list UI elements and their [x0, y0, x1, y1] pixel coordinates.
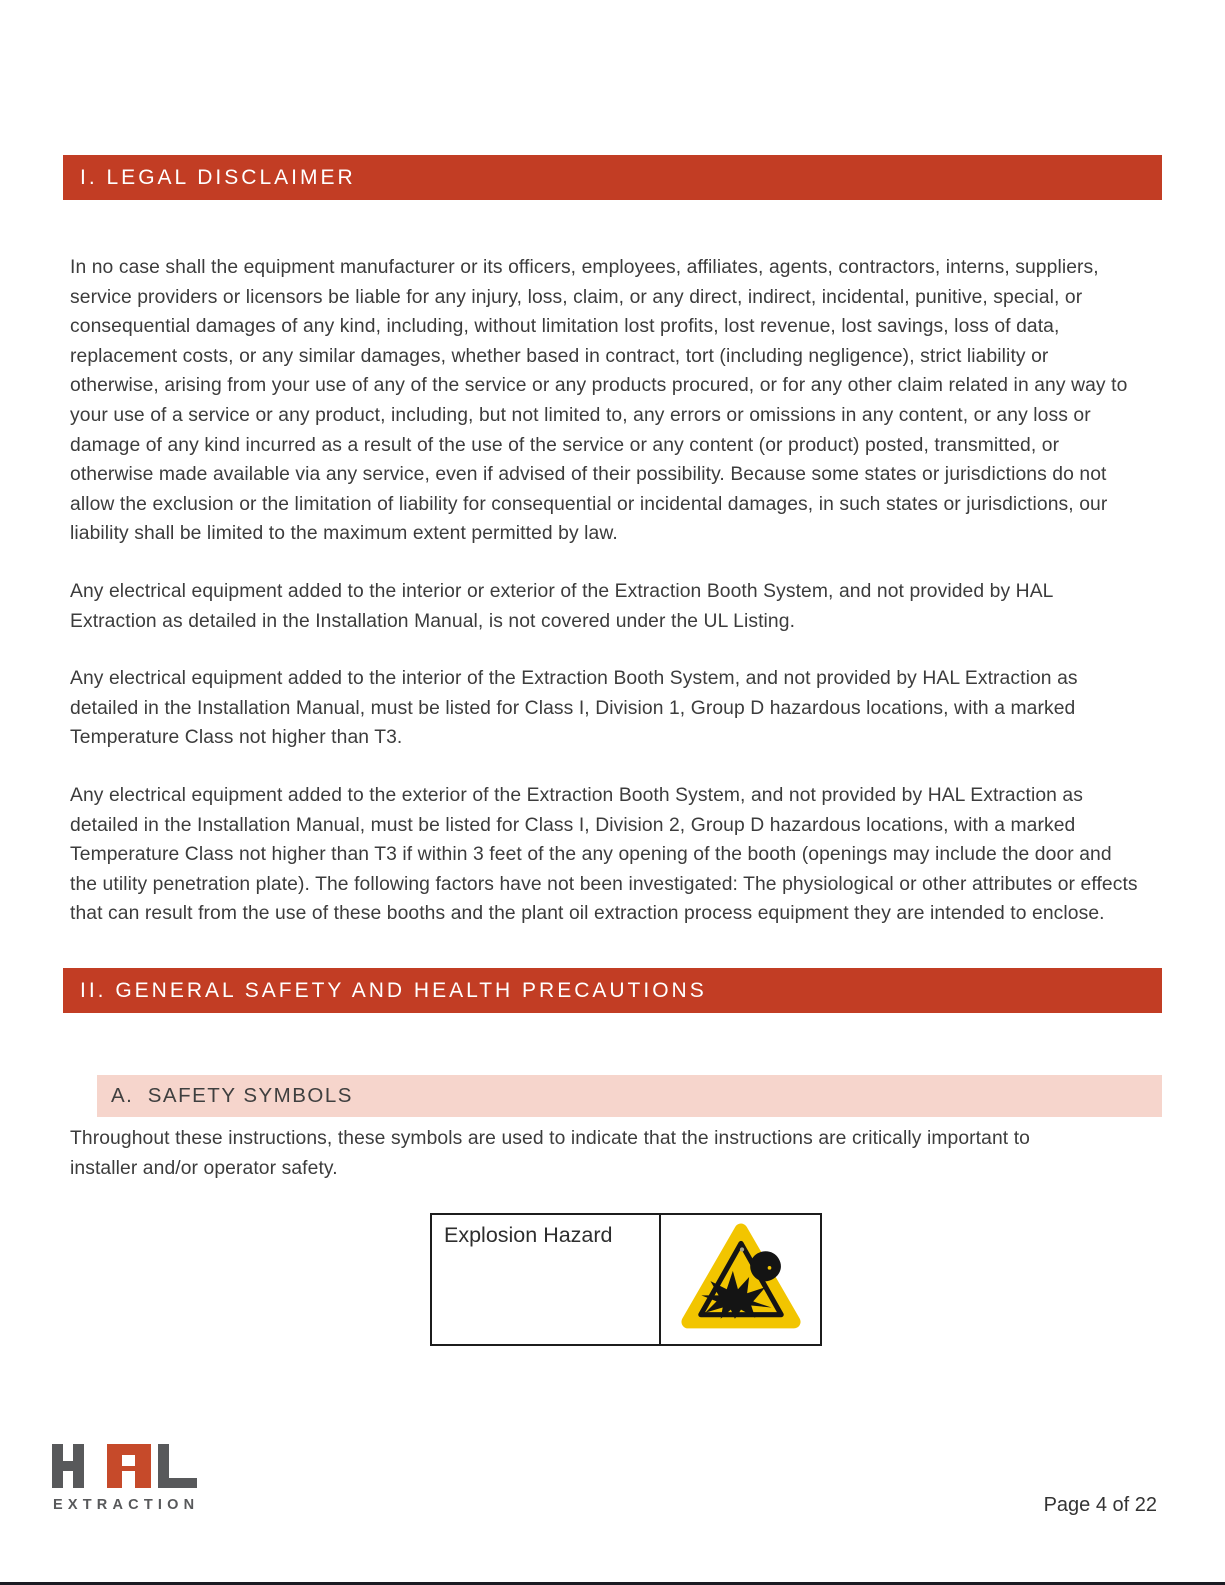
- table-row: [431, 1214, 821, 1345]
- hal-logo: [52, 1444, 252, 1493]
- page-number: Page 4 of 22: [1043, 1494, 1157, 1516]
- legal-disclaimer-body: [70, 253, 1138, 957]
- paragraph: Any electrical equipment added to the interior or exterior of the Extraction Booth System, and not provided by HAL Extraction as detailed in the Installation Manual, is not covered under the UL Listing.: [70, 580, 1053, 632]
- section-title: I. LEGAL DISCLAIMER: [80, 165, 356, 189]
- explosion-hazard-icon: [679, 1220, 803, 1334]
- symbol-icon-cell: [660, 1214, 821, 1345]
- hal-logo-tagline: EXTRACTION: [53, 1497, 200, 1513]
- paragraph: Throughout these instructions, these symbols are used to indicate that the instructions are critically important to installer and/or operator safety.: [70, 1128, 1030, 1179]
- section-header-legal-disclaimer: [63, 155, 1162, 200]
- safety-symbols-intro: [70, 1124, 1100, 1211]
- safety-symbols-table: [430, 1213, 822, 1346]
- subsection-header-safety-symbols: [97, 1075, 1162, 1117]
- symbol-label-cell: Explosion Hazard: [431, 1214, 660, 1345]
- section-header-general-safety: [63, 968, 1162, 1013]
- hal-logo-mark: [52, 1444, 198, 1488]
- section-title: II. GENERAL SAFETY AND HEALTH PRECAUTIONS: [80, 978, 707, 1002]
- paragraph: Any electrical equipment added to the interior of the Extraction Booth System, and not provided by HAL Extraction as detailed in the Installation Manual, must be listed for Class I, Division 1, Group D hazardous locations, with a marked Temperature Class not higher than T3.: [70, 668, 1078, 749]
- paragraph: In no case shall the equipment manufacturer or its officers, employees, affiliates, agents, contractors, interns, suppliers, service providers or licensors be liable for any injury, loss, claim, or any direct, indirect, incidental, punitive, special, or consequential damages of any kind, including, without limitation lost profits, lost revenue, lost savings, loss of data, replacement costs, or any similar damages, whether based in contract, tort (including negligence), strict liability or otherwise, arising from your use of any of the service or any products procured, or for any other claim related in any way to your use of a service or any product, including, but not limited to, any errors or omissions in any content, or any loss or damage of any kind incurred as a result of the use of the service or any content (or product) posted, transmitted, or otherwise made available via any service, even if advised of their possibility. Because some states or jurisdictions do not allow the exclusion or the limitation of liability for consequential or incidental damages, in such states or jurisdictions, our liability shall be limited to the maximum extent permitted by law.: [70, 257, 1128, 545]
- subsection-title: A. SAFETY SYMBOLS: [111, 1084, 353, 1107]
- paragraph: Any electrical equipment added to the exterior of the Extraction Booth System, and not provided by HAL Extraction as detailed in the Installation Manual, must be listed for Class I, Division 2, Group D hazardous locations, with a marked Temperature Class not higher than T3 if within 3 feet of the any opening of the booth (openings may include the door and the utility penetration plate). The following factors have not been investigated: The physiological or other attributes or effects that can result from the use of these booths and the plant oil extraction process equipment they are intended to enclose.: [70, 784, 1138, 925]
